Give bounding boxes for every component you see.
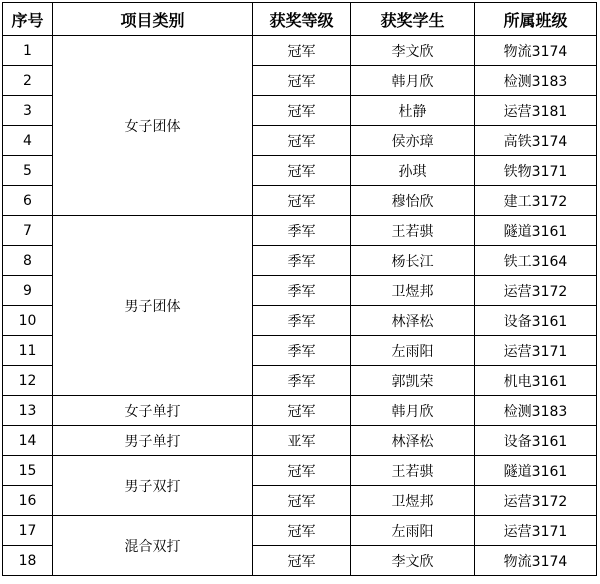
row-seq: 1 <box>3 36 53 66</box>
row-award-level: 冠军 <box>253 456 351 486</box>
row-class: 运营3172 <box>475 486 597 516</box>
row-award-level: 季军 <box>253 366 351 396</box>
row-student: 李文欣 <box>351 36 475 66</box>
row-student: 穆怡欣 <box>351 186 475 216</box>
row-award-level: 冠军 <box>253 126 351 156</box>
row-seq: 2 <box>3 66 53 96</box>
row-class: 设备3161 <box>475 426 597 456</box>
row-category: 女子单打 <box>53 396 253 426</box>
row-award-level: 冠军 <box>253 66 351 96</box>
header-category: 项目类别 <box>53 3 253 36</box>
row-class: 运营3172 <box>475 276 597 306</box>
row-award-level: 季军 <box>253 246 351 276</box>
row-class: 运营3171 <box>475 516 597 546</box>
row-class: 运营3171 <box>475 336 597 366</box>
table-row <box>3 36 597 66</box>
row-award-level: 亚军 <box>253 426 351 456</box>
row-student: 韩月欣 <box>351 66 475 96</box>
header-seq: 序号 <box>3 3 53 36</box>
row-seq: 9 <box>3 276 53 306</box>
row-student: 杨长江 <box>351 246 475 276</box>
row-class: 检测3183 <box>475 66 597 96</box>
row-student: 王若骐 <box>351 456 475 486</box>
row-award-level: 冠军 <box>253 396 351 426</box>
row-seq: 13 <box>3 396 53 426</box>
awards-table <box>2 2 597 576</box>
table-row <box>3 456 597 486</box>
table-body <box>3 36 597 576</box>
row-seq: 6 <box>3 186 53 216</box>
header-row <box>3 3 597 36</box>
header-student: 获奖学生 <box>351 3 475 36</box>
row-student: 王若骐 <box>351 216 475 246</box>
row-award-level: 冠军 <box>253 486 351 516</box>
table-row <box>3 516 597 546</box>
row-class: 机电3161 <box>475 366 597 396</box>
row-category: 男子双打 <box>53 456 253 516</box>
row-category: 男子团体 <box>53 216 253 396</box>
row-award-level: 季军 <box>253 336 351 366</box>
row-seq: 18 <box>3 546 53 576</box>
table-row <box>3 396 597 426</box>
row-student: 林泽松 <box>351 306 475 336</box>
row-student: 韩月欣 <box>351 396 475 426</box>
row-seq: 12 <box>3 366 53 396</box>
row-class: 隧道3161 <box>475 216 597 246</box>
row-class: 铁工3164 <box>475 246 597 276</box>
row-seq: 7 <box>3 216 53 246</box>
row-student: 侯亦璋 <box>351 126 475 156</box>
row-category: 男子单打 <box>53 426 253 456</box>
row-class: 检测3183 <box>475 396 597 426</box>
row-student: 卫煜邦 <box>351 486 475 516</box>
row-seq: 17 <box>3 516 53 546</box>
row-student: 卫煜邦 <box>351 276 475 306</box>
table-header <box>3 3 597 36</box>
row-category: 混合双打 <box>53 516 253 576</box>
row-class: 设备3161 <box>475 306 597 336</box>
row-class: 运营3181 <box>475 96 597 126</box>
row-class: 隧道3161 <box>475 456 597 486</box>
row-seq: 11 <box>3 336 53 366</box>
row-award-level: 冠军 <box>253 36 351 66</box>
row-class: 物流3174 <box>475 546 597 576</box>
row-seq: 15 <box>3 456 53 486</box>
row-class: 铁物3171 <box>475 156 597 186</box>
row-award-level: 季军 <box>253 276 351 306</box>
row-seq: 4 <box>3 126 53 156</box>
table-row <box>3 426 597 456</box>
row-seq: 14 <box>3 426 53 456</box>
table-row <box>3 216 597 246</box>
row-award-level: 冠军 <box>253 546 351 576</box>
row-seq: 10 <box>3 306 53 336</box>
row-award-level: 季军 <box>253 216 351 246</box>
row-class: 高铁3174 <box>475 126 597 156</box>
row-student: 林泽松 <box>351 426 475 456</box>
row-class: 建工3172 <box>475 186 597 216</box>
header-class: 所属班级 <box>475 3 597 36</box>
row-class: 物流3174 <box>475 36 597 66</box>
row-award-level: 冠军 <box>253 96 351 126</box>
row-award-level: 冠军 <box>253 186 351 216</box>
row-award-level: 冠军 <box>253 516 351 546</box>
row-student: 左雨阳 <box>351 516 475 546</box>
row-award-level: 冠军 <box>253 156 351 186</box>
row-student: 郭凯荣 <box>351 366 475 396</box>
row-seq: 3 <box>3 96 53 126</box>
row-student: 孙琪 <box>351 156 475 186</box>
row-student: 李文欣 <box>351 546 475 576</box>
header-award-level: 获奖等级 <box>253 3 351 36</box>
row-award-level: 季军 <box>253 306 351 336</box>
row-seq: 5 <box>3 156 53 186</box>
row-seq: 16 <box>3 486 53 516</box>
row-student: 杜静 <box>351 96 475 126</box>
row-seq: 8 <box>3 246 53 276</box>
row-category: 女子团体 <box>53 36 253 216</box>
row-student: 左雨阳 <box>351 336 475 366</box>
